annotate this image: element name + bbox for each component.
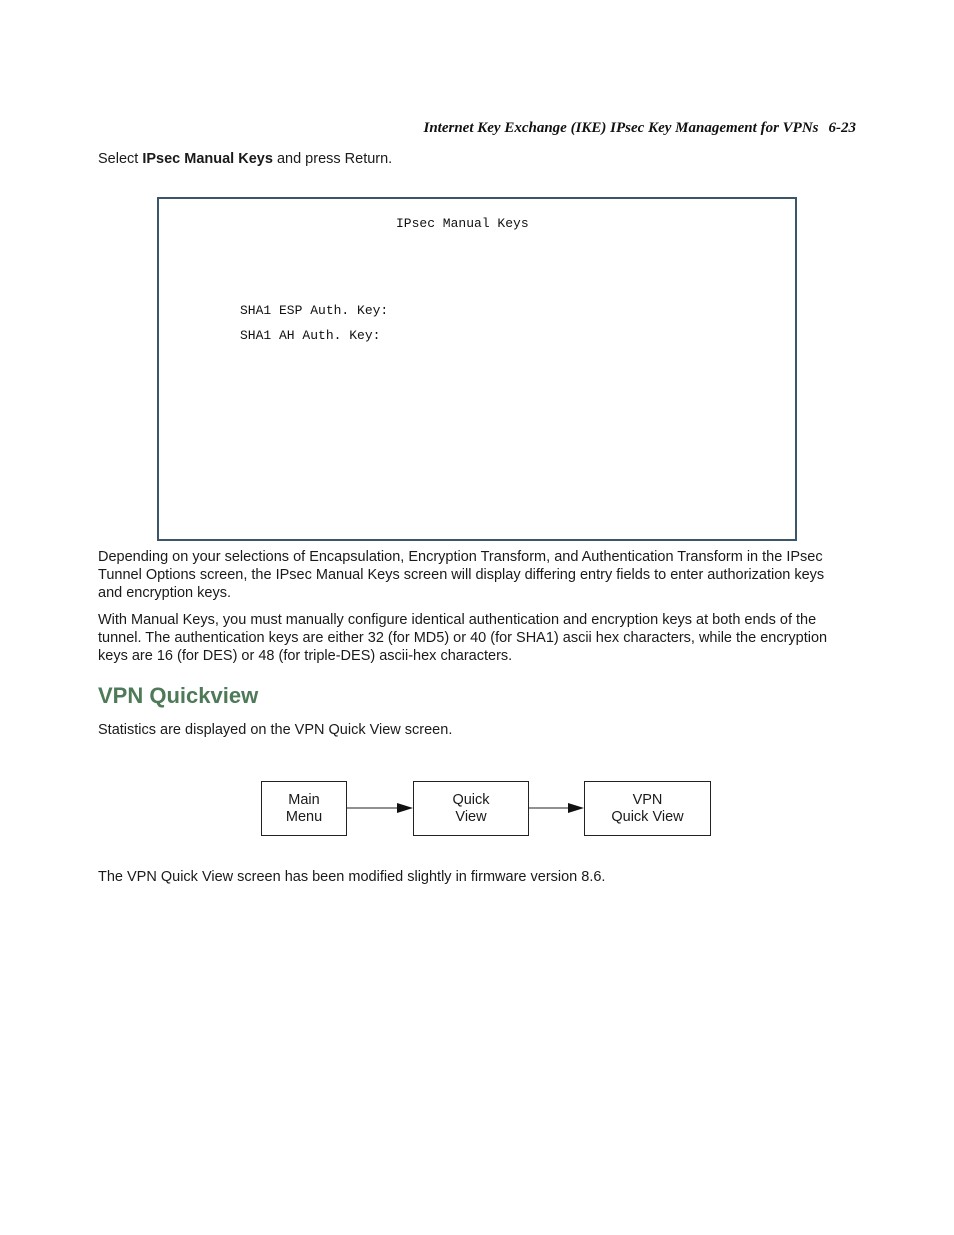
sha1-ah-auth-key-label: SHA1 AH Auth. Key:	[240, 328, 381, 343]
flow-arrow-2	[529, 803, 584, 813]
flow-box-quick-view	[413, 781, 529, 836]
running-title: Internet Key Exchange (IKE) IPsec Key Management for VPNs	[423, 120, 819, 136]
flow-box-vpn-quick-view-line1: VPN	[632, 791, 663, 808]
intro-suffix: and press Return.	[272, 151, 393, 167]
page-number: 6-23	[828, 120, 856, 136]
body-paragraph-2: With Manual Keys, you must manually configure identical authentication and encryption keys at both ends of the tunnel. The authentication keys are either 32 (for MD5) or 40 (for SHA1) ascii hex characters, while the encryption keys are 16 (for DES) or 48 (for triple-DES) ascii-hex characters.	[98, 612, 828, 664]
intro-paragraph	[98, 150, 843, 168]
flow-box-main-menu	[261, 781, 347, 836]
flow-box-vpn-quick-view	[584, 781, 711, 836]
terminal-screen	[157, 197, 797, 541]
flow-box-quick-view-line2: View	[455, 808, 487, 825]
flow-box-main-menu-line1: Main	[288, 791, 320, 808]
flow-box-main-menu-line2: Menu	[285, 808, 323, 825]
running-header	[424, 120, 857, 137]
firmware-note: The VPN Quick View screen has been modified slightly in firmware version 8.6.	[98, 869, 606, 885]
flow-box-quick-view-line1: Quick	[452, 791, 490, 808]
intro-menu-name: IPsec Manual Keys	[142, 151, 273, 167]
sha1-esp-auth-key-label: SHA1 ESP Auth. Key:	[240, 303, 389, 318]
screen-title: IPsec Manual Keys	[396, 216, 529, 231]
intro-prefix: Select	[98, 151, 143, 167]
body-paragraph-1: Depending on your selections of Encapsulation, Encryption Transform, and Authentication Transform in the IPsec Tunnel Options screen, the IPsec Manual Keys screen will display differing entry fields to enter authorization keys and encryption keys.	[98, 549, 825, 601]
flow-box-vpn-quick-view-line2: Quick View	[611, 808, 684, 825]
flow-arrow-1	[347, 803, 413, 813]
section-intro: Statistics are displayed on the VPN Quick View screen.	[98, 722, 453, 738]
section-heading: VPN Quickview	[98, 683, 259, 708]
